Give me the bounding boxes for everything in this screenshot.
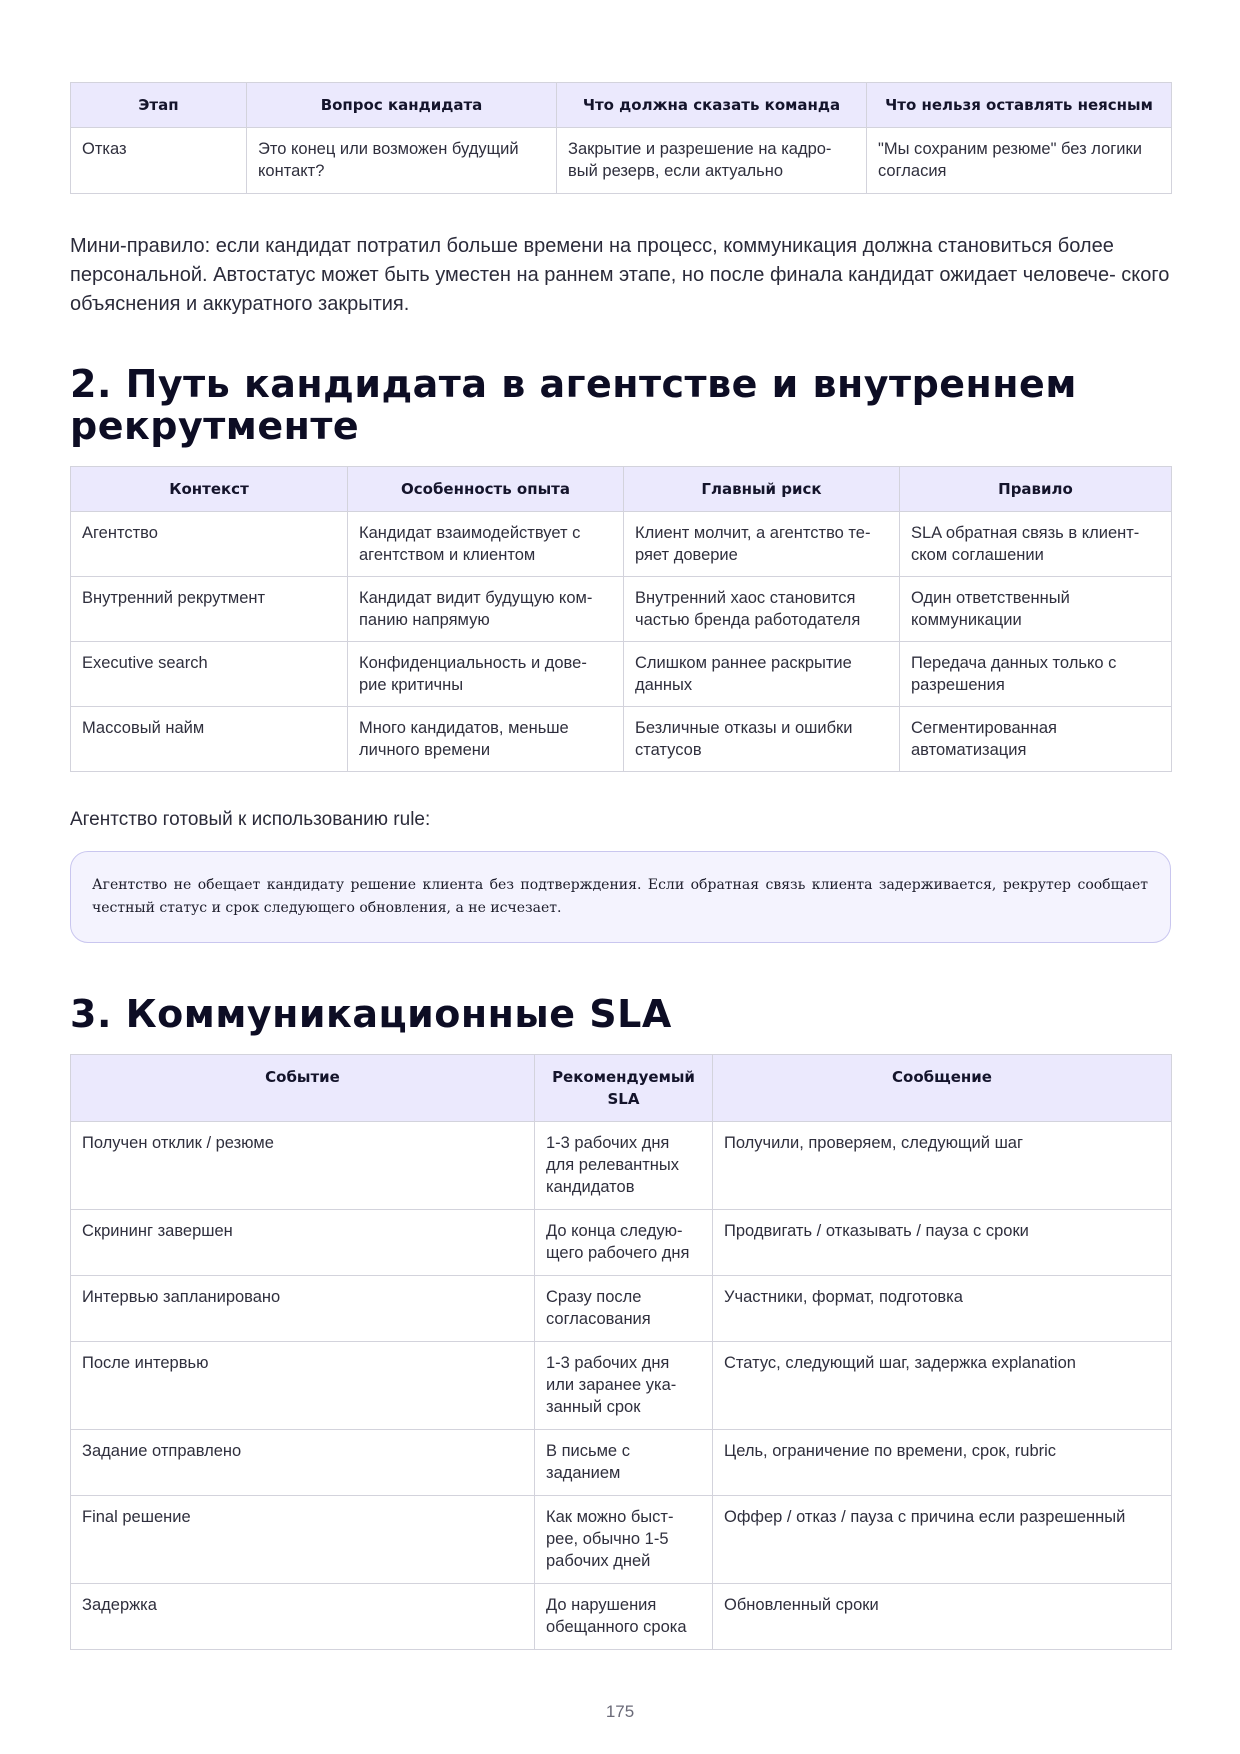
table-cell: Задание отправлено bbox=[71, 1430, 535, 1496]
column-header: Контекст bbox=[71, 467, 348, 512]
table-header-row bbox=[71, 1055, 1172, 1122]
table-row bbox=[71, 642, 1172, 707]
rule-code-text: Агентство не обещает кандидату решение клиента без подтверждения. Если обратная связь клиента задерживается, рекрутер сообщает честный статус и срок следующего обновления, а не исчезает. bbox=[92, 877, 1148, 916]
table-cell: Скрининг завершен bbox=[71, 1210, 535, 1276]
table-cell: Участники, формат, подготовка bbox=[713, 1276, 1172, 1342]
column-header: Главный риск bbox=[624, 467, 900, 512]
table-row bbox=[71, 128, 1172, 194]
table-cell: Обновленный сроки bbox=[713, 1584, 1172, 1650]
table-row bbox=[71, 707, 1172, 772]
table-row bbox=[71, 512, 1172, 577]
table-cell: Оффер / отказ / пауза с причина если разрешенный bbox=[713, 1496, 1172, 1584]
column-header: Особенность опыта bbox=[348, 467, 624, 512]
table-cell: Клиент молчит, а агентство те- ряет доверие bbox=[624, 512, 900, 577]
table-header-row bbox=[71, 83, 1172, 128]
table-cell: Отказ bbox=[71, 128, 247, 194]
table-cell: Слишком раннее раскрытие данных bbox=[624, 642, 900, 707]
table-cell: Внутренний хаос становится частью бренда работодателя bbox=[624, 577, 900, 642]
column-header: Рекомендуемый SLA bbox=[535, 1055, 713, 1122]
table-cell: Конфиденциальность и дове- рие критичны bbox=[348, 642, 624, 707]
table-cell: Массовый найм bbox=[71, 707, 348, 772]
table-cell: Передача данных только с разрешения bbox=[900, 642, 1172, 707]
table-cell: Сразу после согласования bbox=[535, 1276, 713, 1342]
column-header: Правило bbox=[900, 467, 1172, 512]
table-row bbox=[71, 1430, 1172, 1496]
table-cell: Продвигать / отказывать / пауза с сроки bbox=[713, 1210, 1172, 1276]
page-content bbox=[70, 82, 1171, 1650]
section-2-title: 2. Путь кандидата в агентстве и внутреннем рекрутменте bbox=[70, 362, 1077, 448]
stage-table bbox=[70, 82, 1172, 194]
table-cell: 1-3 рабочих дня или заранее ука- занный срок bbox=[535, 1342, 713, 1430]
table-cell: Получили, проверяем, следующий шаг bbox=[713, 1122, 1172, 1210]
table-cell: В письме с заданием bbox=[535, 1430, 713, 1496]
table-row bbox=[71, 1584, 1172, 1650]
table-cell: Интервью запланировано bbox=[71, 1276, 535, 1342]
table-cell: Задержка bbox=[71, 1584, 535, 1650]
mini-rule-paragraph: Мини-правило: если кандидат потратил больше времени на процесс, коммуникация должна становиться более персональной. Автостатус может быть уместен на раннем этапе, но после финала кандидат ожидает человече- ского объяснения и аккуратного закрытия. bbox=[70, 235, 1170, 315]
sla-table bbox=[70, 1054, 1172, 1650]
table-cell: Закрытие и разрешение на кадро- вый резерв, если актуально bbox=[557, 128, 867, 194]
column-header: Вопрос кандидата bbox=[247, 83, 557, 128]
table-cell: SLA обратная связь в клиент- ском соглашении bbox=[900, 512, 1172, 577]
table-cell: Кандидат видит будущую ком- панию напрямую bbox=[348, 577, 624, 642]
table-cell: Final решение bbox=[71, 1496, 535, 1584]
table-cell: Безличные отказы и ошибки статусов bbox=[624, 707, 900, 772]
rule-code-block bbox=[70, 851, 1171, 943]
table-cell: Кандидат взаимодействует с агентством и клиентом bbox=[348, 512, 624, 577]
table-cell: Получен отклик / резюме bbox=[71, 1122, 535, 1210]
column-header: Событие bbox=[71, 1055, 535, 1122]
table-row bbox=[71, 1122, 1172, 1210]
table-row bbox=[71, 1342, 1172, 1430]
table-cell: До конца следую- щего рабочего дня bbox=[535, 1210, 713, 1276]
table-cell: 1-3 рабочих дня для релевантных кандидатов bbox=[535, 1122, 713, 1210]
column-header: Сообщение bbox=[713, 1055, 1172, 1122]
table-cell: Много кандидатов, меньше личного времени bbox=[348, 707, 624, 772]
column-header: Что должна сказать команда bbox=[557, 83, 867, 128]
column-header: Этап bbox=[71, 83, 247, 128]
table-cell: Внутренний рекрутмент bbox=[71, 577, 348, 642]
context-table bbox=[70, 466, 1172, 772]
table-row bbox=[71, 1496, 1172, 1584]
table-row bbox=[71, 577, 1172, 642]
table-cell: Агентство bbox=[71, 512, 348, 577]
table-cell: "Мы сохраним резюме" без логики согласия bbox=[867, 128, 1172, 194]
table-cell: Цель, ограничение по времени, срок, rubric bbox=[713, 1430, 1172, 1496]
table-cell: После интервью bbox=[71, 1342, 535, 1430]
page-number: 175 bbox=[605, 1702, 635, 1721]
table-header-row bbox=[71, 467, 1172, 512]
table-cell: Executive search bbox=[71, 642, 348, 707]
table-cell: Один ответственный коммуникации bbox=[900, 577, 1172, 642]
agency-rule-label: Агентство готовый к использованию rule: bbox=[70, 809, 431, 830]
table-cell: Это конец или возможен будущий контакт? bbox=[247, 128, 557, 194]
section-3-title: 3. Коммуникационные SLA bbox=[70, 992, 672, 1036]
table-cell: Статус, следующий шаг, задержка explanation bbox=[713, 1342, 1172, 1430]
table-row bbox=[71, 1210, 1172, 1276]
table-row bbox=[71, 1276, 1172, 1342]
table-cell: До нарушения обещанного срока bbox=[535, 1584, 713, 1650]
table-cell: Как можно быст- рее, обычно 1-5 рабочих дней bbox=[535, 1496, 713, 1584]
column-header: Что нельзя оставлять неясным bbox=[867, 83, 1172, 128]
table-cell: Сегментированная автоматизация bbox=[900, 707, 1172, 772]
